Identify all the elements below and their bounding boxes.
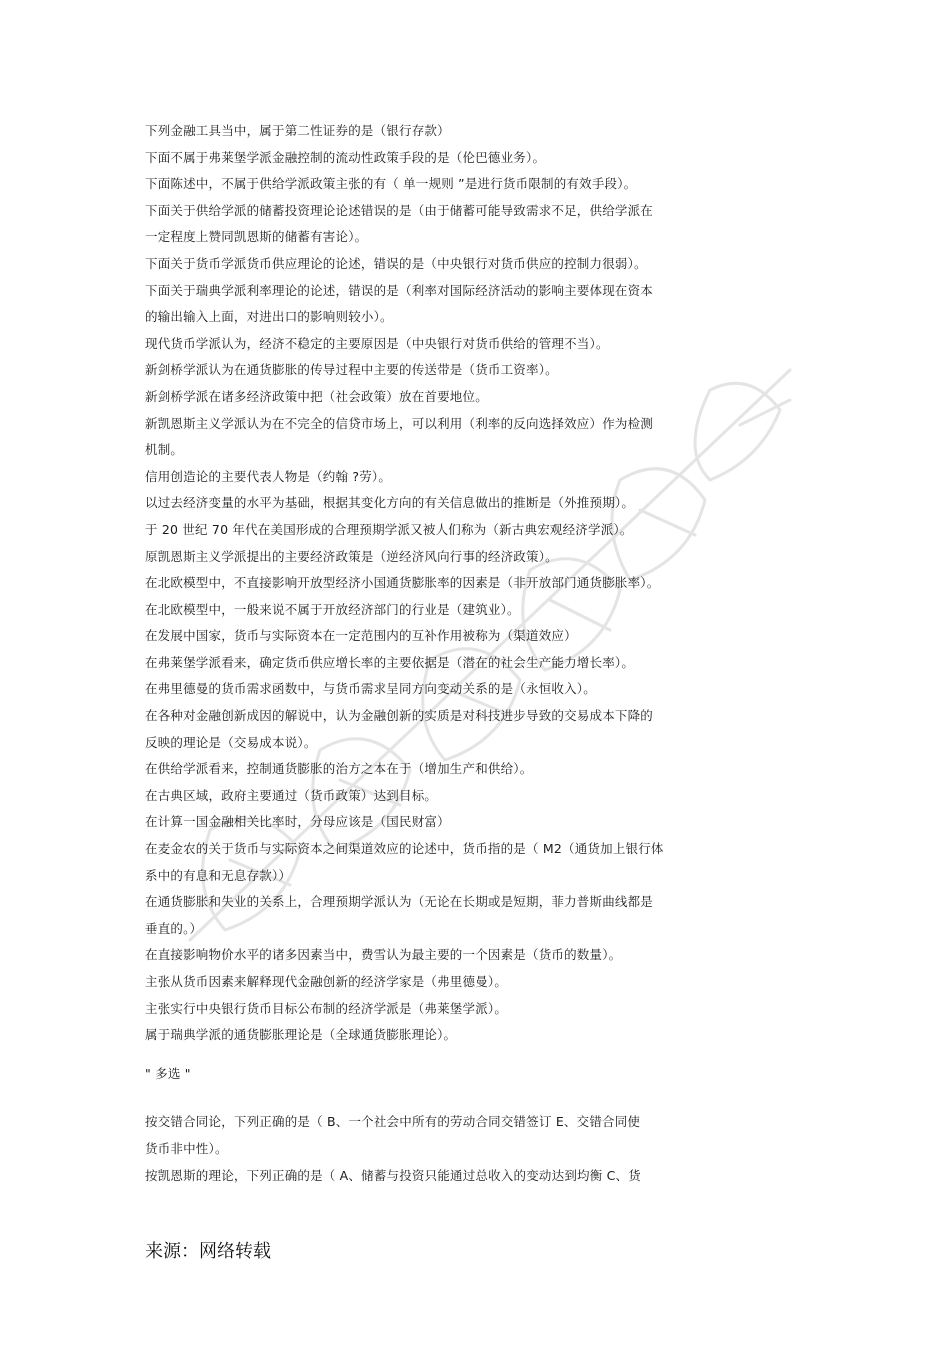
text-line: 原凯恩斯主义学派提出的主要经济政策是（逆经济风向行事的经济政策）。: [145, 548, 558, 564]
text-line: 下面关于供给学派的储蓄投资理论论述错误的是（由于储蓄可能导致需求不足，供给学派在: [145, 202, 654, 218]
text-line: 反映的理论是（交易成本说）。: [145, 734, 317, 750]
text-line: 垂直的。）: [145, 920, 203, 936]
text-line: 在各种对金融创新成因的解说中，认为金融创新的实质是对科技进步导致的交易成本下降的: [145, 708, 654, 724]
text-line: 在北欧模型中，不直接影响开放型经济小国通货膨胀率的因素是（非开放部门通货膨胀率）。: [145, 575, 660, 591]
text-line: 在北欧模型中，一般来说不属于开放经济部门的行业是（建筑业）。: [145, 601, 520, 617]
text-line: 按交错合同论，下列正确的是（ B、一个社会中所有的劳动合同交错签订 E、交错合同使: [145, 1114, 641, 1130]
text-line: 主张实行中央银行货币目标公布制的经济学派是（弗莱堡学派）。: [145, 1000, 508, 1016]
text-line: 在弗里德曼的货币需求函数中，与货币需求呈同方向变动关系的是（永恒收入）。: [145, 681, 596, 697]
text-line: 在麦金农的关于货币与实际资本之间渠道效应的论述中，货币指的是（ M2（通货加上银行体: [145, 841, 664, 857]
text-line: 以过去经济变量的水平为基础，根据其变化方向的有关信息做出的推断是（外推预期）。: [145, 495, 635, 511]
text-line: 下面关于瑞典学派利率理论的论述，错误的是（利率对国际经济活动的影响主要体现在资本: [145, 282, 654, 298]
text-line: 在供给学派看来，控制通货膨胀的治方之本在于（增加生产和供给）。: [145, 761, 533, 777]
text-line: 下面不属于弗莱堡学派金融控制的流动性政策手段的是（伦巴德业务）。: [145, 149, 546, 165]
text-line: 系中的有息和无息存款））: [145, 867, 292, 883]
source-credit: 来源：网络转载: [145, 1241, 271, 1262]
text-line: 下列金融工具当中，属于第二性证券的是（银行存款）: [145, 123, 450, 138]
text-line: 按凯恩斯的理论，下列正确的是（ A、储蓄与投资只能通过总收入的变动达到均衡 C、货: [145, 1167, 641, 1183]
text-line: 新凯恩斯主义学派认为在不完全的信贷市场上，可以利用（利率的反向选择效应）作为检测: [145, 415, 654, 431]
text-line: 新剑桥学派认为在通货膨胀的传导过程中主要的传送带是（货币工资率）。: [145, 362, 558, 378]
text-line: 货币非中性）。: [145, 1140, 228, 1156]
text-line: 新剑桥学派在诸多经济政策中把（社会政策）放在首要地位。: [145, 388, 488, 404]
text-line: 于 20 世纪 70 年代在美国形成的合理预期学派又被人们称为（新古典宏观经济学派）。: [145, 521, 633, 537]
text-line: 的输出输入上面，对进出口的影响则较小）。: [145, 309, 393, 325]
document-body: [145, 118, 805, 1189]
text-line: 主张从货币因素来解释现代金融创新的经济学家是（弗里德曼）。: [145, 974, 508, 989]
text-line: 信用创造论的主要代表人物是（约翰 ?劳）。: [145, 468, 392, 484]
text-line: 属于瑞典学派的通货膨胀理论是（全球通货膨胀理论）。: [145, 1027, 457, 1043]
text-line: 在弗莱堡学派看来，确定货币供应增长率的主要依据是（潜在的社会生产能力增长率）。: [145, 654, 635, 670]
text-line: 下面关于货币学派货币供应理论的论述，错误的是（中央银行对货币供应的控制力很弱）。: [145, 255, 647, 271]
text-line: 在直接影响物价水平的诸多因素当中，费雪认为最主要的一个因素是（货币的数量）。: [145, 947, 622, 963]
text-line: 在发展中国家，货币与实际资本在一定范围内的互补作用被称为（渠道效应）: [145, 628, 577, 644]
text-line: 机制。: [145, 442, 184, 458]
text-line: 下面陈述中，不属于供给学派政策主张的有（ 单一规则 ”是进行货币限制的有效手段）。: [145, 176, 637, 192]
text-line: 现代货币学派认为，经济不稳定的主要原因是（中央银行对货币供给的管理不当）。: [145, 335, 609, 351]
text-line: 在计算一国金融相关比率时，分母应该是（国民财富）: [145, 814, 450, 830]
text-line: 在古典区域，政府主要通过（货币政策）达到目标。: [145, 787, 438, 803]
section-heading: " 多选 ": [145, 1065, 191, 1081]
text-line: 一定程度上赞同凯恩斯的储蓄有害论）。: [145, 229, 368, 245]
text-line: 在通货膨胀和失业的关系上，合理预期学派认为（无论在长期或是短期，菲力普斯曲线都是: [145, 894, 654, 910]
